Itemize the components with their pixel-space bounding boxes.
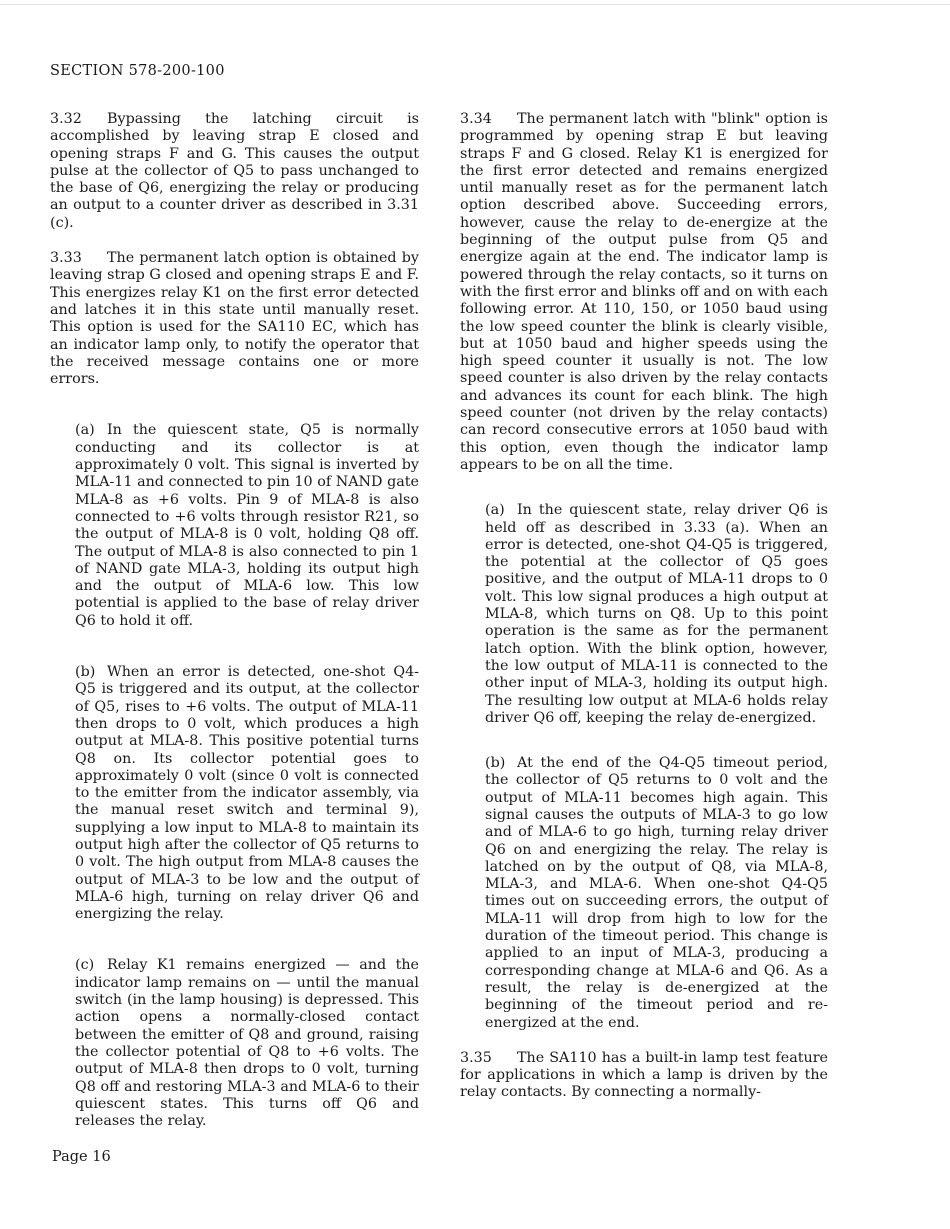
paragraph-number: 3.32: [50, 111, 82, 127]
subparagraph-text: When an error is detected, one-shot Q4-Q5 is triggered and its output, at the collector of Q5, rises to +6 volts. The output of MLA-11 then drops to 0 volt, which produces a high output at MLA-8. This positive potential turns Q8 on. Its collector potential goes to approximately 0 volt (since 0 volt is connected to the emitter from the indicator assembly, via the manual reset switch and terminal 9), supplying a low input to MLA-8 to maintain its output high after the collector of Q5 returns to 0 volt. The high output from MLA-8 causes the output of MLA-3 to be low and the output of MLA-6 high, turning on relay driver Q6 and energizing the relay.: [75, 664, 419, 923]
subparagraph-label: (b): [75, 664, 96, 681]
paragraph-number: 3.35: [460, 1049, 492, 1066]
paragraph-text: Bypassing the latching circuit is accomplished by leaving strap E closed and opening straps F and G. This causes the output pulse at the collector of Q5 to pass unchanged to the base of Q6, energizing the relay or producing an output to a counter driver as described in 3.31 (c).: [50, 111, 419, 231]
paragraph-text: The permanent latch option is obtained by leaving strap G closed and opening straps E and F. This energizes relay K1 on the first error detected and latches it in this state until manually reset. This option is used for the SA110 EC, which has an indicator lamp only, to notify the operator that the received message contains one or more errors.: [50, 250, 419, 388]
paragraph-3-34: [460, 111, 828, 474]
paragraph-3-32: [50, 111, 419, 232]
subparagraph-3-33-a: [75, 422, 419, 630]
subparagraph-label: (a): [75, 422, 95, 439]
section-header: SECTION 578-200-100: [50, 63, 225, 79]
paragraph-3-33: [50, 250, 419, 388]
paragraph-number: 3.33: [50, 250, 82, 267]
paragraph-text: The SA110 has a built-in lamp test feature for applications in which a lamp is driven by the relay contacts. By connecting a normally-: [460, 1049, 828, 1101]
subparagraph-label: (a): [485, 502, 505, 519]
page-number: Page 16: [52, 1149, 111, 1165]
subparagraph-text: In the quiescent state, Q5 is normally conducting and its collector is at approximately 0 volt. This signal is inverted by MLA-11 and connected to pin 10 of NAND gate MLA-8 as +6 volts. Pin 9 of MLA-8 is also connected to +6 volts through resistor R21, so the output of MLA-8 is 0 volt, holding Q8 off. The output of MLA-8 is also connected to pin 1 of NAND gate MLA-3, holding its output high and the output of MLA-6 low. This low potential is applied to the base of relay driver Q6 to hold it off.: [75, 422, 419, 629]
page-edge: [0, 4, 950, 5]
paragraph-3-35: [460, 1050, 828, 1102]
right-column: [460, 111, 828, 1102]
paragraph-number: 3.34: [460, 111, 492, 127]
subparagraph-3-34-a: [485, 502, 828, 727]
subparagraph-label: (c): [75, 957, 95, 974]
subparagraph-3-33-c: [75, 957, 419, 1130]
subparagraph-3-34-b: [485, 755, 828, 1032]
subparagraph-3-33-b: [75, 664, 419, 923]
subparagraph-label: (b): [485, 755, 506, 772]
subparagraph-text: At the end of the Q4-Q5 timeout period, the collector of Q5 returns to 0 volt and the output of MLA-11 becomes high again. This signal causes the outputs of MLA-3 to go low and of MLA-6 to go high, turning relay driver Q6 on and energizing the relay. The relay is latched on by the output of Q8, via MLA-8, MLA-3, and MLA-6. When one-shot Q4-Q5 times out on succeeding errors, the output of MLA-11 will drop from high to low for the duration of the timeout period. This change is applied to an input of MLA-3, producing a corresponding change at MLA-6 and Q6. As a result, the relay is de-energized at the beginning of the timeout period and re-energized at the end.: [485, 755, 828, 1031]
paragraph-text: The permanent latch with "blink" option is programmed by opening strap E but leaving straps F and G closed. Relay K1 is energized for the first error detected and remains energized until manually reset as for the permanent latch option described above. Succeeding errors, however, cause the relay to de-energize at the beginning of the output pulse from Q5 and energize again at the end. The indicator lamp is powered through the relay contacts, so it turns on with the first error and blinks off and on with each following error. At 110, 150, or 1050 baud using the low speed counter the blink is clearly visible, but at 1050 baud and higher speeds using the high speed counter it usually is not. The low speed counter is also driven by the relay contacts and advances its count for each blink. The high speed counter (not driven by the relay contacts) can record consecutive errors at 1050 baud with this option, even though the indicator lamp appears to be on all the time.: [460, 111, 828, 473]
left-column: [50, 111, 419, 1130]
subparagraph-text: Relay K1 remains energized — and the indicator lamp remains on — until the manual switch (in the lamp housing) is depressed. This action opens a normally-closed contact between the emitter of Q8 and ground, raising the collector potential of Q8 to +6 volts. The output of MLA-8 then drops to 0 volt, turning Q8 off and restoring MLA-3 and MLA-6 to their quiescent states. This turns off Q6 and releases the relay.: [75, 957, 419, 1130]
subparagraph-text: In the quiescent state, relay driver Q6 is held off as described in 3.33 (a). When an error is detected, one-shot Q4-Q5 is triggered, the potential at the collector of Q5 goes positive, and the output of MLA-11 drops to 0 volt. This low signal produces a high output at MLA-8, which turns on Q8. Up to this point operation is the same as for the permanent latch option. With the blink option, however, the low output of MLA-11 is connected to the other input of MLA-3, holding its output high. The resulting low output at MLA-6 holds relay driver Q6 off, keeping the relay de-energized.: [485, 502, 828, 726]
